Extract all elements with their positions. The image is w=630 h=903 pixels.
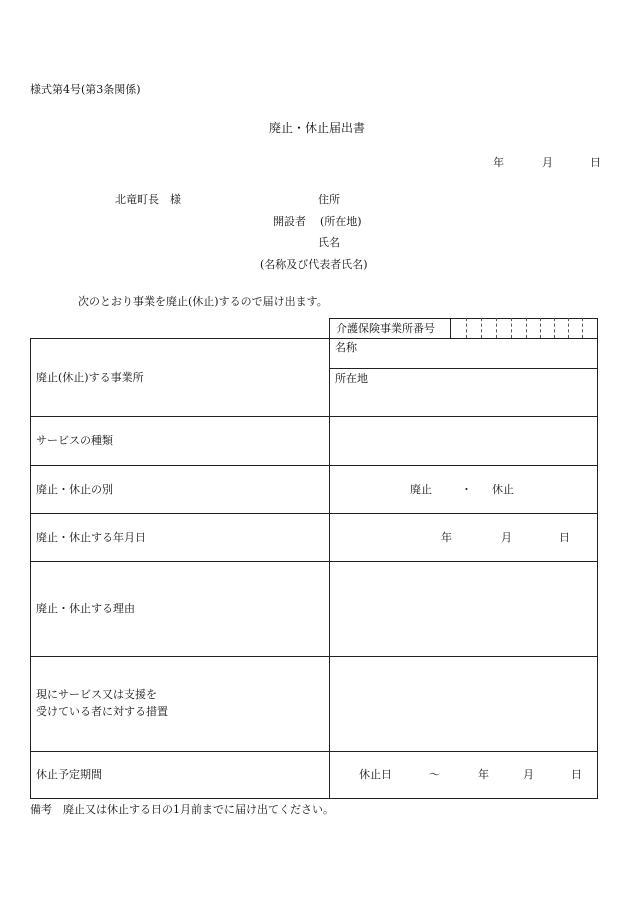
date-year-label: 年 xyxy=(493,156,504,169)
office-name-label: 名称 xyxy=(335,341,357,354)
office-row-label: 廃止(休止)する事業所 xyxy=(36,371,144,384)
applicant-role-label: 開設者 xyxy=(273,215,306,228)
period-day: 日 xyxy=(571,768,582,781)
form-title: 廃止・休止届出書 xyxy=(269,121,366,135)
addressee: 北竜町長 様 xyxy=(115,193,181,206)
date-month-label: 月 xyxy=(542,156,553,169)
measures-label-line2: 受けている者に対する措置 xyxy=(36,705,168,718)
office-number-label: 介護保険事業所番号 xyxy=(336,322,435,335)
name-label: 氏名 xyxy=(318,236,340,249)
option-suspend[interactable]: 休止 xyxy=(492,483,514,496)
period-month: 月 xyxy=(523,768,534,781)
address-label: 住所 xyxy=(318,193,340,206)
abolish-date-day: 日 xyxy=(559,531,570,544)
abolish-date-year: 年 xyxy=(441,531,452,544)
form-number: 様式第4号(第3条関係) xyxy=(30,83,141,96)
remarks-note: 備考 廃止又は休止する日の1月前までに届け出てください。 xyxy=(30,803,334,816)
date-day-label: 日 xyxy=(590,156,601,169)
period-tilde: ～ xyxy=(429,768,440,781)
office-location-label: 所在地 xyxy=(335,372,368,385)
suspension-start-label: 休止日 xyxy=(359,768,392,781)
suspension-period-label: 休止予定期間 xyxy=(36,768,102,781)
intro-text: 次のとおり事業を廃止(休止)するので届け出ます。 xyxy=(78,295,328,308)
abolish-suspend-label: 廃止・休止の別 xyxy=(36,483,113,496)
abolish-date-label: 廃止・休止する年月日 xyxy=(36,531,146,544)
period-year: 年 xyxy=(478,768,489,781)
representative-label: (名称及び代表者氏名) xyxy=(260,258,368,271)
measures-label-line1: 現にサービス又は支援を xyxy=(36,688,157,701)
abolish-date-month: 月 xyxy=(501,531,512,544)
option-separator: ・ xyxy=(461,483,472,496)
option-abolish[interactable]: 廃止 xyxy=(410,483,432,496)
location-label: (所在地) xyxy=(320,215,362,228)
reason-label: 廃止・休止する理由 xyxy=(36,602,135,615)
service-type-label: サービスの種類 xyxy=(36,434,113,447)
